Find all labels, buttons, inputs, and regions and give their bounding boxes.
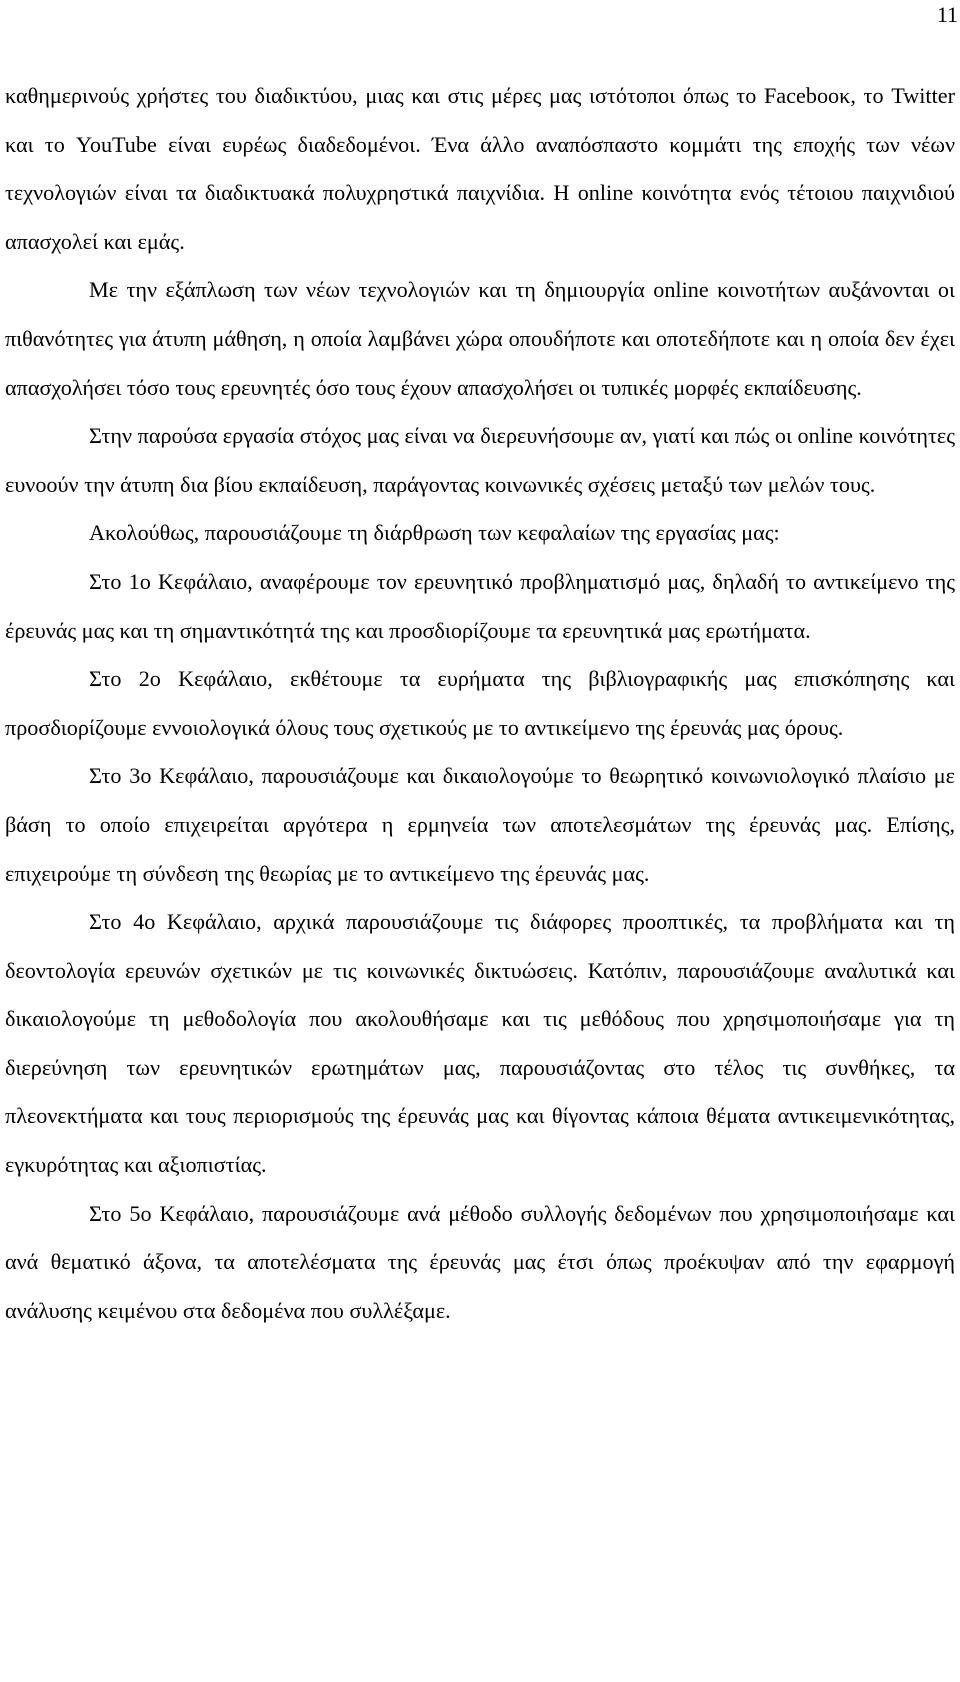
paragraph-chapter-3: Στο 3ο Κεφάλαιο, παρουσιάζουμε και δικαιολογούμε το θεωρητικό κοινωνιολογικό πλαίσιο με βάση το οποίο επιχειρείται αργότερα η ερμηνεία των αποτελεσμάτων της έρευνάς μας. Επίσης, επιχειρούμε τη σύνδεση της θεωρίας με το αντικείμενο της έρευνάς μας. — [5, 763, 955, 886]
paragraph-chapter-4: Στο 4ο Κεφάλαιο, αρχικά παρουσιάζουμε τις διάφορες προοπτικές, τα προβλήματα και τη δεοντολογία ερευνών σχετικών με τις κοινωνικές δικτυώσεις. Κατόπιν, παρουσιάζουμε αναλυτικά και δικαιολογούμε τη μεθοδολογία που ακολουθήσαμε και τις μεθόδους που χρησιμοποιήσαμε για τη διερεύνηση των ερευνητικών ερωτημάτων μας, παρουσιάζοντας στο τέλος τις συνθήκες, τα πλεονεκτήματα και τους περιορισμούς της έρευνάς μας και θίγοντας κάποια θέματα αντικειμενικότητας, εγκυρότητας και αξιοπιστίας. — [5, 909, 955, 1178]
paragraph-research-goal: Στην παρούσα εργασία στόχος μας είναι να διερευνήσουμε αν, γιατί και πώς οι online κοινότητες ευνοούν την άτυπη δια βίου εκπαίδευση, παράγοντας κοινωνικές σχέσεις μεταξύ των μελών τους. — [5, 423, 955, 497]
paragraph-chapter-1: Στο 1ο Κεφάλαιο, αναφέρουμε τον ερευνητικό προβληματισμό μας, δηλαδή το αντικείμενο της έρευνάς μας και τη σημαντικότητά της και προσδιορίζουμε τα ερευνητικά μας ερωτήματα. — [5, 568, 955, 643]
paragraph-chapter-2: Στο 2ο Κεφάλαιο, εκθέτουμε τα ευρήματα της βιβλιογραφικής μας επισκόπησης και προσδιορίζουμε εννοιολογικά όλους τους σχετικούς με το αντικείμενο της έρευνάς μας όρους. — [5, 666, 955, 740]
paragraph-structure-intro: Ακολούθως, παρουσιάζουμε τη διάρθρωση των κεφαλαίων της εργασίας μας: — [89, 520, 780, 546]
document-body — [5, 72, 955, 1335]
paragraph-chapter-5: Στο 5ο Κεφάλαιο, παρουσιάζουμε ανά μέθοδο συλλογής δεδομένων που χρησιμοποιήσαμε και ανά θεματικό άξονα, τα αποτελέσματα της έρευνάς μας έτσι όπως προέκυψαν από την εφαρμογή ανάλυσης κειμένου στα δεδομένα που συλλέξαμε. — [5, 1200, 955, 1323]
paragraph-online-communities: Με την εξάπλωση των νέων τεχνολογιών και τη δημιουργία online κοινοτήτων αυξάνονται οι πιθανότητες για άτυπη μάθηση, η οποία λαμβάνει χώρα οπουδήποτε και οποτεδήποτε και η οποία δεν έχει απασχολήσει τόσο τους ερευνητές όσο τους έχουν απασχολήσει οι τυπικές μορφές εκπαίδευσης. — [5, 277, 955, 400]
paragraph-intro-continued: καθημερινούς χρήστες του διαδικτύου, μιας και στις μέρες μας ιστότοποι όπως το Facebooκ, το Twitter και το YouTube είναι ευρέως διαδεδομένοι. Ένα άλλο αναπόσπαστο κομμάτι της εποχής των νέων τεχνολογιών είναι τα διαδικτυακά πολυχρηστικά παιχνίδια. Η online κοινότητα ενός τέτοιου παιχνιδιού απασχολεί και εμάς. — [5, 83, 955, 254]
page-number: 11 — [936, 2, 958, 27]
